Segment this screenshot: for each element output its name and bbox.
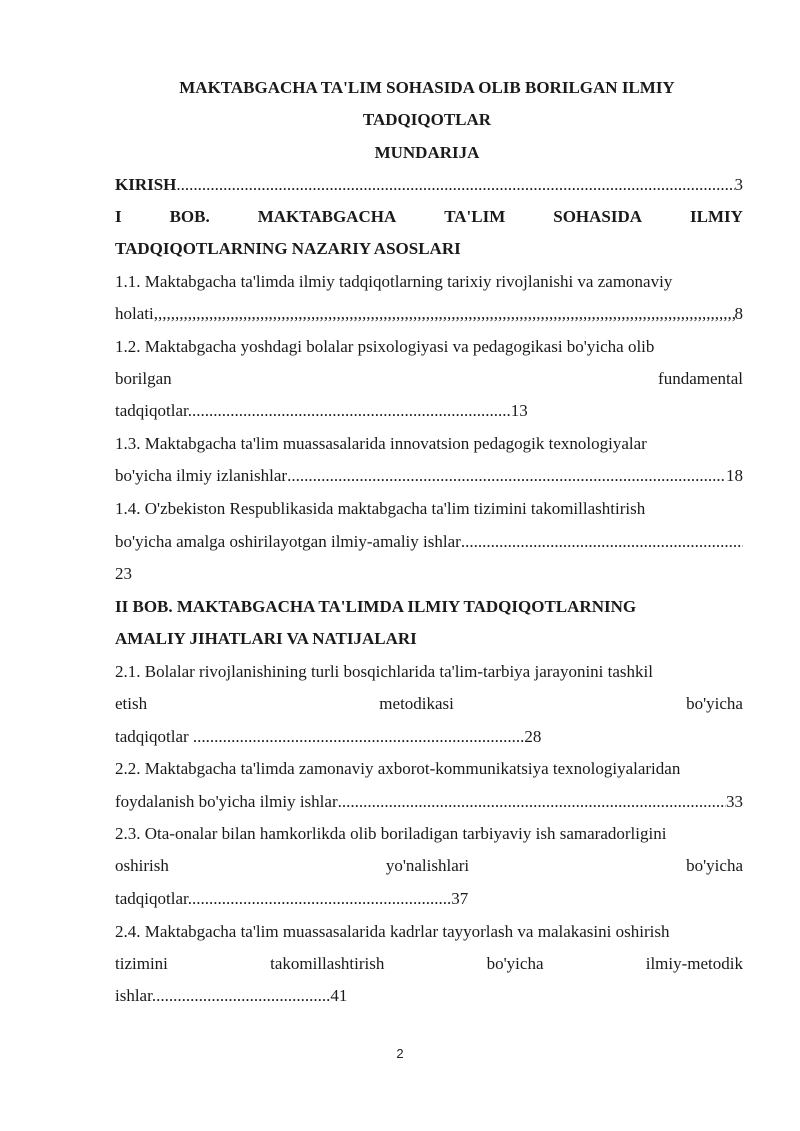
dot-leader: .............................................................. — [187, 889, 452, 908]
toc-entry-1-1-line-1[interactable]: 1.1. Maktabgacha ta'limda ilmiy tadqiqotlarning tarixiy rivojlanishi va zamonaviy — [115, 272, 673, 291]
toc-entry-label: KIRISH — [115, 175, 177, 194]
toc-page-number: 8 — [734, 304, 743, 323]
toc-entry-1-4-line-1[interactable]: 1.4. O'zbekiston Respublikasida maktabgacha ta'lim tizimini takomillashtirish — [115, 499, 646, 518]
word: yo'nalishlari — [385, 856, 470, 875]
toc-entry-1-1-line-2[interactable] — [115, 304, 743, 324]
toc-entry-2-3-line-1[interactable]: 2.3. Ota-onalar bilan hamkorlikda olib boriladigan tarbiyaviy ish samaradorligini — [115, 824, 667, 843]
toc-page-number[interactable]: 23 — [115, 564, 132, 583]
word: takomillashtirish — [270, 954, 385, 973]
word: BOB. — [169, 207, 210, 226]
toc-chapter-2-line-2[interactable]: AMALIY JIHATLARI VA NATIJALARI — [115, 629, 417, 648]
toc-entry-2-1-line-1[interactable]: 2.1. Bolalar rivojlanishining turli bosqichlarida ta'lim-tarbiya jarayonini tashkil — [115, 662, 653, 681]
toc-entry-intro[interactable] — [115, 175, 743, 195]
toc-entry-text: bo'yicha amalga oshirilayotgan ilmiy-amaliy ishlar — [115, 532, 461, 551]
word: ilmiy-metodik — [645, 954, 743, 973]
word: bo'yicha — [686, 694, 743, 713]
toc-entry-1-4-line-2[interactable] — [115, 532, 743, 552]
toc-chapter-1-line-2[interactable]: TADQIQOTLARNING NAZARIY ASOSLARI — [115, 239, 461, 258]
dot-leader: .............................................................................. — [192, 727, 525, 746]
word: tizimini — [115, 954, 168, 973]
toc-entry-2-3-line-2[interactable] — [115, 856, 743, 876]
toc-page-number: 18 — [726, 466, 743, 485]
toc-page-number: 33 — [726, 792, 743, 811]
word: oshirish — [115, 856, 169, 875]
word: ILMIY — [690, 207, 743, 226]
toc-entry-2-3-line-3[interactable] — [115, 889, 743, 909]
toc-page-number: 41 — [330, 986, 348, 1005]
toc-entry-1-2-line-1[interactable]: 1.2. Maktabgacha yoshdagi bolalar psixologiyasi va pedagogikasi bo'yicha olib — [115, 337, 655, 356]
toc-entry-text: holati — [115, 304, 154, 323]
toc-page-number: 13 — [510, 401, 528, 420]
word: fundamental — [658, 369, 743, 388]
word: bo'yicha — [686, 856, 743, 875]
word: SOHASIDA — [553, 207, 643, 226]
toc-chapter-2-line-1[interactable]: II BOB. MAKTABGACHA TA'LIMDA ILMIY TADQIQOTLARNING — [115, 597, 637, 616]
toc-entry-text: bo'yicha ilmiy izlanishlar — [115, 466, 288, 485]
toc-entry-2-2-line-1[interactable]: 2.2. Maktabgacha ta'limda zamonaviy axborot-kommunikatsiya texnologiyalaridan — [115, 759, 681, 778]
toc-entry-2-4-line-3[interactable] — [115, 986, 743, 1006]
dot-leader — [461, 532, 743, 552]
dot-leader: ............................................................................ — [187, 401, 511, 420]
toc-entry-2-1-line-3[interactable] — [115, 727, 743, 747]
word: TA'LIM — [444, 207, 506, 226]
dot-leader: .......................................... — [151, 986, 331, 1005]
document-title-line-2: TADQIQOTLAR — [362, 110, 492, 129]
word: I — [115, 207, 122, 226]
toc-entry-1-3-line-2[interactable] — [115, 466, 743, 486]
toc-entry-1-3-line-1[interactable]: 1.3. Maktabgacha ta'lim muassasalarida innovatsion pedagogik texnologiyalar — [115, 434, 647, 453]
toc-entry-1-2-line-2[interactable] — [115, 369, 743, 389]
toc-entry-text: tadqiqotlar — [115, 727, 193, 746]
toc-entry-2-4-line-2[interactable] — [115, 954, 743, 974]
word: etish — [115, 694, 148, 713]
toc-entry-text: tadqiqotlar — [115, 401, 188, 420]
toc-entry-text: tadqiqotlar — [115, 889, 188, 908]
word: MAKTABGACHA — [257, 207, 397, 226]
document-title-line-1: MAKTABGACHA TA'LIM SOHASIDA OLIB BORILGAN ILMIY — [179, 78, 675, 97]
toc-chapter-1-line-1[interactable] — [115, 207, 743, 227]
word: borilgan — [115, 369, 172, 388]
toc-entry-text: ishlar — [115, 986, 152, 1005]
dot-leader — [176, 175, 734, 195]
dot-leader — [338, 792, 726, 812]
toc-heading: MUNDARIJA — [374, 143, 480, 162]
toc-page-number: 28 — [524, 727, 542, 746]
toc-entry-2-1-line-2[interactable] — [115, 694, 743, 714]
toc-entry-text: foydalanish bo'yicha ilmiy ishlar — [115, 792, 338, 811]
word: metodikasi — [379, 694, 454, 713]
page-number: 2 — [396, 1046, 404, 1061]
toc-entry-2-4-line-1[interactable]: 2.4. Maktabgacha ta'lim muassasalarida kadrlar tayyorlash va malakasini oshirish — [115, 922, 670, 941]
dot-leader — [287, 466, 726, 486]
toc-page-number: 3 — [734, 175, 743, 194]
word: bo'yicha — [486, 954, 544, 973]
toc-entry-2-2-line-2[interactable] — [115, 792, 743, 812]
comma-leader — [154, 304, 735, 324]
toc-page-number: 37 — [451, 889, 469, 908]
toc-entry-1-2-line-3[interactable] — [115, 401, 743, 421]
